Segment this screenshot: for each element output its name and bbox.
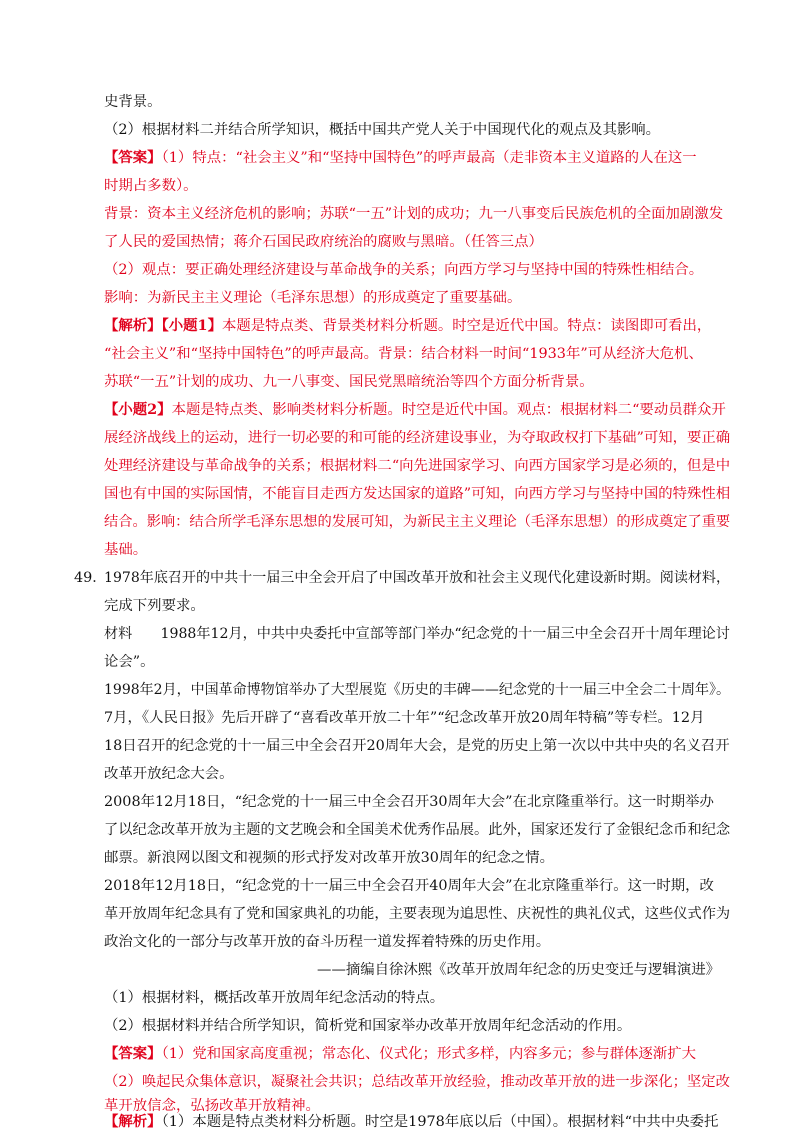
analysis-text: 处理经济建设与革命战争的关系；根据材料二“向先进国家学习、向西方国家学习是必须的，但是中	[104, 458, 731, 474]
answer-tag: 【答案】	[104, 1045, 162, 1062]
material-text: 革开放周年纪念具有了党和国家典礼的功能，主要表现为追思性、庆祝性的典礼仪式，这些仪式作为	[104, 906, 731, 922]
material-text: 材料 1988年12月，中共中央委托中宣部等部门举办“纪念党的十一届三中全会召开十周年理论讨	[104, 626, 730, 642]
answer-text: （2）观点：要正确处理经济建设与革命战争的关系；向西方学习与坚持中国的特殊性相结合。	[104, 262, 704, 278]
material-text: 邮票。新浪网以图文和视频的形式抒发对改革开放30周年的纪念之情。	[104, 850, 555, 866]
analysis-text: 国也有中国的实际国情，不能盲目走西方发达国家的道路”可知，向西方学习与坚持中国的特殊性相	[104, 486, 731, 502]
material-source: ——摘编自徐沐熙《改革开放周年纪念的历史变迁与逻辑演进》	[317, 962, 720, 978]
answer-text: （1）特点：“社会主义”和“坚持中国特色”的呼声最高（走非资本主义道路的人在这一	[161, 150, 697, 166]
answer-text: （1）党和国家高度重视；常态化、仪式化；形式多样，内容多元；参与群体逐渐扩大	[161, 1046, 696, 1062]
answer-text: （2）唤起民众集体意识，凝聚社会共识；总结改革开放经验，推动改革开放的进一步深化；坚定改	[104, 1074, 730, 1090]
subquestion-tag: 【小题2】	[104, 401, 172, 418]
material-text: 1998年2月，中国革命博物馆举办了大型展览《历史的丰碑——纪念党的十一届三中全会二十周年》。	[104, 682, 731, 698]
analysis-line	[104, 316, 711, 336]
material-text: 改革开放纪念大会。	[104, 766, 234, 782]
analysis-text: 展经济战线上的运动，进行一切必要的和可能的经济建设事业，为夺取政权打下基础”可知，要正确	[104, 430, 731, 446]
subquestion-2: （2）根据材料并结合所学知识，简析党和国家举办改革开放周年纪念活动的作用。	[104, 1018, 632, 1034]
analysis-text: “社会主义”和“坚持中国特色”的呼声最高。背景：结合材料一时间“1933年”可从经济大危机、	[104, 346, 703, 362]
answer-block-line	[104, 148, 697, 168]
material-text: 了以纪念改革开放为主题的文艺晚会和全国美术优秀作品展。此外，国家还发行了金银纪念币和纪念	[104, 822, 731, 838]
subquestion-tag: 【小题1】	[161, 317, 222, 334]
analysis-line	[104, 400, 726, 420]
question-stem: 1978年底召开的中共十一届三中全会开启了中国改革开放和社会主义现代化建设新时期。阅读材料，	[104, 570, 731, 586]
answer-tag: 【答案】	[104, 149, 162, 166]
text-line: 史背景。	[104, 94, 162, 110]
question-number: 49．	[74, 570, 107, 586]
question-stem: 完成下列要求。	[104, 598, 205, 614]
answer-block-line	[104, 1044, 696, 1064]
analysis-text: 本题是特点类、影响类材料分析题。时空是近代中国。观点：根据材料二“要动员群众开	[171, 402, 726, 418]
analysis-text: （1）本题是特点类材料分析题。时空是1978年底以后（中国）。根据材料“中共中央委托	[161, 1114, 719, 1130]
answer-text: 时期占多数）。	[104, 178, 198, 194]
subquestion-1: （1）根据材料，概括改革开放周年纪念活动的特点。	[104, 990, 445, 1006]
answer-text: 革开放信念，弘扬改革开放精神。	[104, 1098, 320, 1114]
analysis-line	[104, 1112, 718, 1132]
material-text: 论会”。	[104, 654, 155, 670]
material-text: 7月，《人民日报》先后开辟了“喜看改革开放二十年”“纪念改革开放20周年特稿”等专栏。12月	[104, 710, 705, 726]
material-text: 18日召开的纪念党的十一届三中全会召开20周年大会，是党的历史上第一次以中共中央的名义召开	[104, 738, 730, 754]
material-text: 2018年12月18日，“纪念党的十一届三中全会召开40周年大会”在北京隆重举行。这一时期，改	[104, 878, 714, 894]
analysis-text: 苏联“一五”计划的成功、九一八事变、国民党黑暗统治等四个方面分析背景。	[104, 374, 594, 390]
material-text: 政治文化的一部分与改革开放的奋斗历程一道发挥着特殊的历史作用。	[104, 934, 551, 950]
question-2-prompt: （2）根据材料二并结合所学知识，概括中国共产党人关于中国现代化的观点及其影响。	[104, 122, 661, 138]
analysis-text: 基础。	[104, 542, 148, 558]
analysis-text: 结合。影响：结合所学毛泽东思想的发展可知，为新民主主义理论（毛泽东思想）的形成奠定了重要	[104, 514, 731, 530]
analysis-tag: 【解析】	[104, 317, 162, 334]
material-text: 2008年12月18日，“纪念党的十一届三中全会召开30周年大会”在北京隆重举行。这一时期举办	[104, 794, 714, 810]
answer-text: 背景：资本主义经济危机的影响；苏联“一五”计划的成功；九一八事变后民族危机的全面加剧激发	[104, 206, 724, 222]
analysis-tag: 【解析】	[104, 1113, 162, 1130]
analysis-text: 本题是特点类、背景类材料分析题。时空是近代中国。特点：读图即可看出，	[221, 318, 712, 334]
answer-text: 影响：为新民主主义理论（毛泽东思想）的形成奠定了重要基础。	[104, 290, 522, 306]
answer-text: 了人民的爱国热情；蒋介石国民政府统治的腐败与黑暗。（任答三点）	[104, 234, 543, 250]
